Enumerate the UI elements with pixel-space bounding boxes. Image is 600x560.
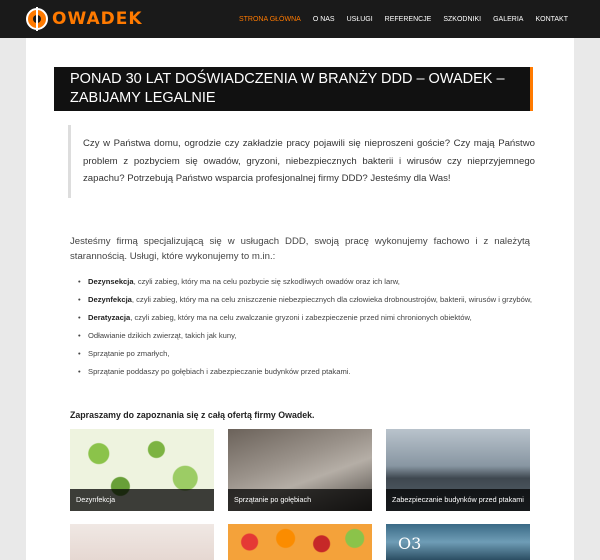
list-item: • Deratyzacja, czyli zabieg, który ma na celu zwalczanie gryzoni i zabezpieczenie przed nimi chronionych obiektów, (78, 312, 538, 323)
page-title: PONAD 30 LAT DOŚWIADCZENIA W BRANŻY DDD – OWADEK – ZABIJAMY LEGALNIE (70, 71, 505, 106)
site-logo[interactable] (26, 7, 143, 31)
nav-item-references[interactable]: REFERENCJE (384, 15, 432, 23)
hands-image (70, 524, 214, 560)
card-caption: Zabezpieczanie budynków przed ptakami (386, 489, 530, 511)
nav-item-contact[interactable]: KONTAKT (535, 15, 568, 23)
card-rodent[interactable] (70, 524, 214, 560)
card-caption: Dezynfekcja (70, 489, 214, 511)
list-item: • Odławianie dzikich zwierząt, takich jak kuny, (78, 330, 538, 341)
nav-item-services[interactable]: USŁUGI (346, 15, 373, 23)
logo-text: OWADEK (52, 9, 143, 29)
fruit-image (228, 524, 372, 560)
card-disinfection[interactable] (70, 429, 214, 511)
nav-item-home[interactable]: STRONA GŁÓWNA (238, 15, 301, 23)
nav-item-gallery[interactable]: GALERIA (493, 15, 524, 23)
card-pigeon-cleaning[interactable] (228, 429, 372, 511)
card-caption: Sprzątanie po gołębiach (228, 489, 372, 511)
nav-item-pests[interactable]: SZKODNIKI (443, 15, 482, 23)
main-content (26, 38, 574, 560)
list-item: • Sprzątanie po zmarłych, (78, 348, 538, 359)
crosshair-logo-icon (26, 8, 48, 30)
services-list (78, 276, 538, 384)
intro-blockquote: Czy w Państwa domu, ogrodzie czy zakładzie pracy pojawili się nieproszeni goście? Czy mają Państwo problem z pozbyciem się owadów, gryzoni, niebezpiecznych bakterii i wirusów czy nieprzyjemnego zapachu? Potrzebują Państwo wsparcia profesjonalnej firmy DDD? Jesteśmy dla Was! (68, 125, 535, 198)
intro-paragraph: Jesteśmy firmą specjalizującą się w usługach DDD, swoją pracę wykonujemy fachowo i z należytą starannością. Usługi, które wykonujemy to m.in.: (70, 236, 530, 262)
offer-heading: Zapraszamy do zapoznania się z całą ofertą firmy Owadek. (70, 410, 315, 420)
card-fruit[interactable] (228, 524, 372, 560)
list-item: • Dezynsekcja, czyli zabieg, który ma na celu pozbycie się szkodliwych owadów oraz ich larw, (78, 276, 538, 287)
top-navigation-bar (0, 0, 600, 38)
nav-item-about[interactable]: O NAS (312, 15, 335, 23)
ozone-label: O3 (398, 534, 422, 553)
list-item: • Dezynfekcja, czyli zabieg, który ma na celu zniszczenie niebezpiecznych dla człowieka drobnoustrojów, bakterii, wirusów i grzybów, (78, 294, 538, 305)
card-ozone[interactable] (386, 524, 530, 560)
page-title-banner (54, 67, 533, 111)
main-menu (233, 0, 574, 38)
card-bird-protection[interactable] (386, 429, 530, 511)
list-item: • Sprzątanie poddaszy po gołębiach i zabezpieczanie budynków przed ptakami. (78, 366, 538, 377)
